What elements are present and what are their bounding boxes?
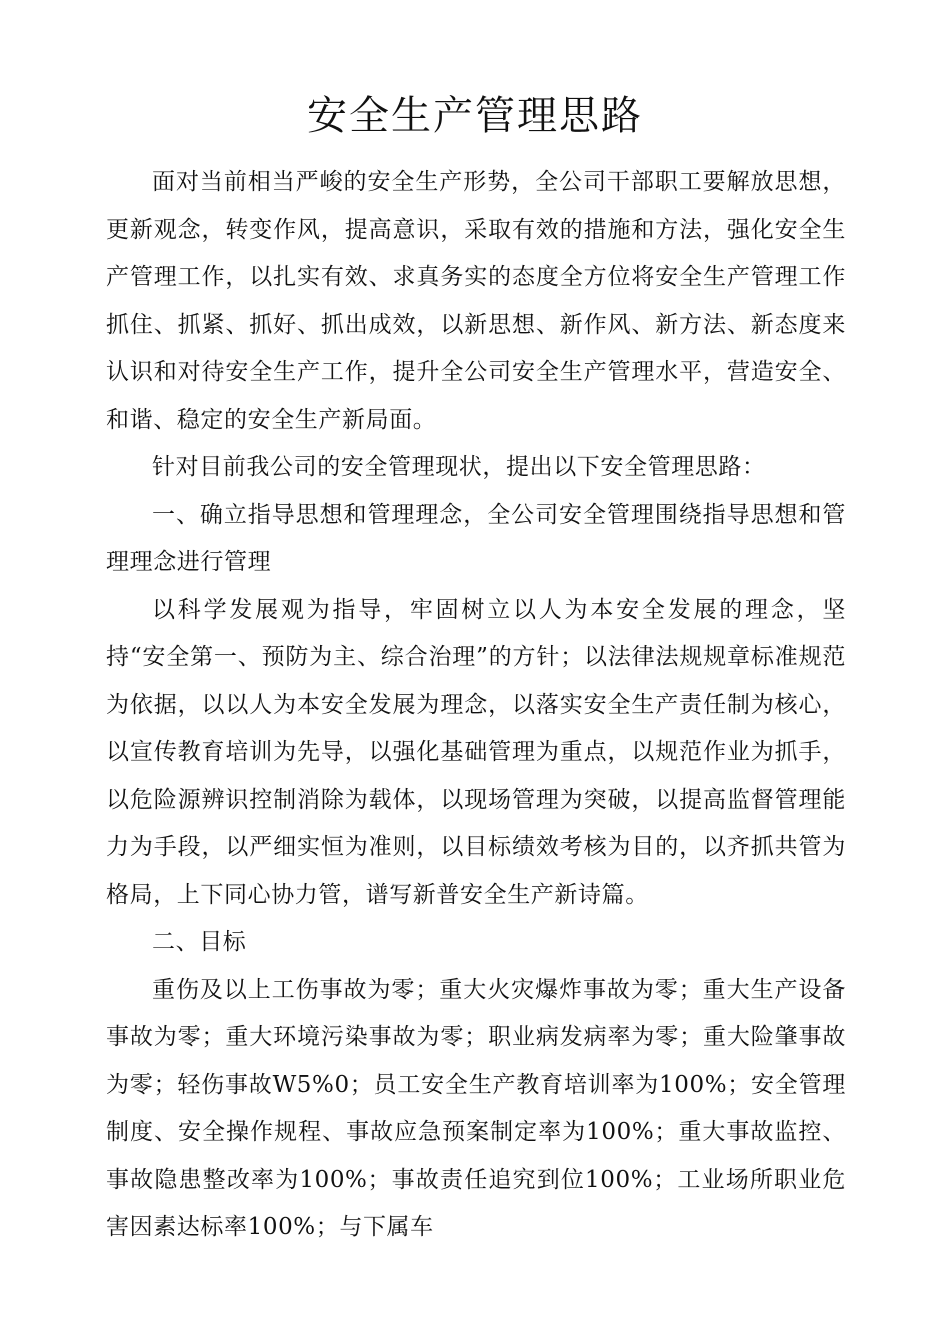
section-heading-goals: 二、目标 [152, 929, 247, 955]
paragraph-intro: 面对当前相当严峻的安全生产形势，全公司干部职工要解放思想，更新观念，转变作风，提高意识，采取有效的措施和方法，强化安全生产管理工作，以扎实有效、求真务实的态度全方位将安全生产管理工作抓住、抓紧、抓好、抓出成效，以新思想、新作风、新方法、新态度来认识和对待安全生产工作，提升全公司安全生产管理水平，营造安全、和谐、稳定的安全生产新局面。 [106, 169, 846, 433]
document-title: 安全生产管理思路 [307, 93, 643, 139]
paragraph-lead-in: 针对目前我公司的安全管理现状，提出以下安全管理思路： [152, 454, 766, 480]
paragraph-guiding-ideology: 以科学发展观为指导，牢固树立以人为本安全发展的理念，坚持“安全第一、预防为主、综合治理”的方针；以法律法规规章标准规范为依据，以以人为本安全发展为理念，以落实安全生产责任制为核心，以宣传教育培训为先导，以强化基础管理为重点，以规范作业为抓手，以危险源辨识控制消除为载体，以现场管理为突破，以提高监督管理能力为手段，以严细实恒为准则，以目标绩效考核为目的，以齐抓共管为格局，上下同心协力管，谱写新普安全生产新诗篇。 [106, 596, 846, 908]
section-heading-guiding-ideology: 一、确立指导思想和管理理念，全公司安全管理围绕指导思想和管理理念进行管理 [106, 501, 846, 575]
document-body [106, 159, 846, 1252]
paragraph-goals: 重伤及以上工伤事故为零；重大火灾爆炸事故为零；重大生产设备事故为零；重大环境污染事故为零；职业病发病率为零；重大险肇事故为零；轻伤事故W5%0；员工安全生产教育培训率为100%；安全管理制度、安全操作规程、事故应急预案制定率为100%；重大事故监控、事故隐患整改率为100%；事故责任追究到位100%；工业场所职业危害因素达标率100%；与下属车 [106, 976, 846, 1240]
